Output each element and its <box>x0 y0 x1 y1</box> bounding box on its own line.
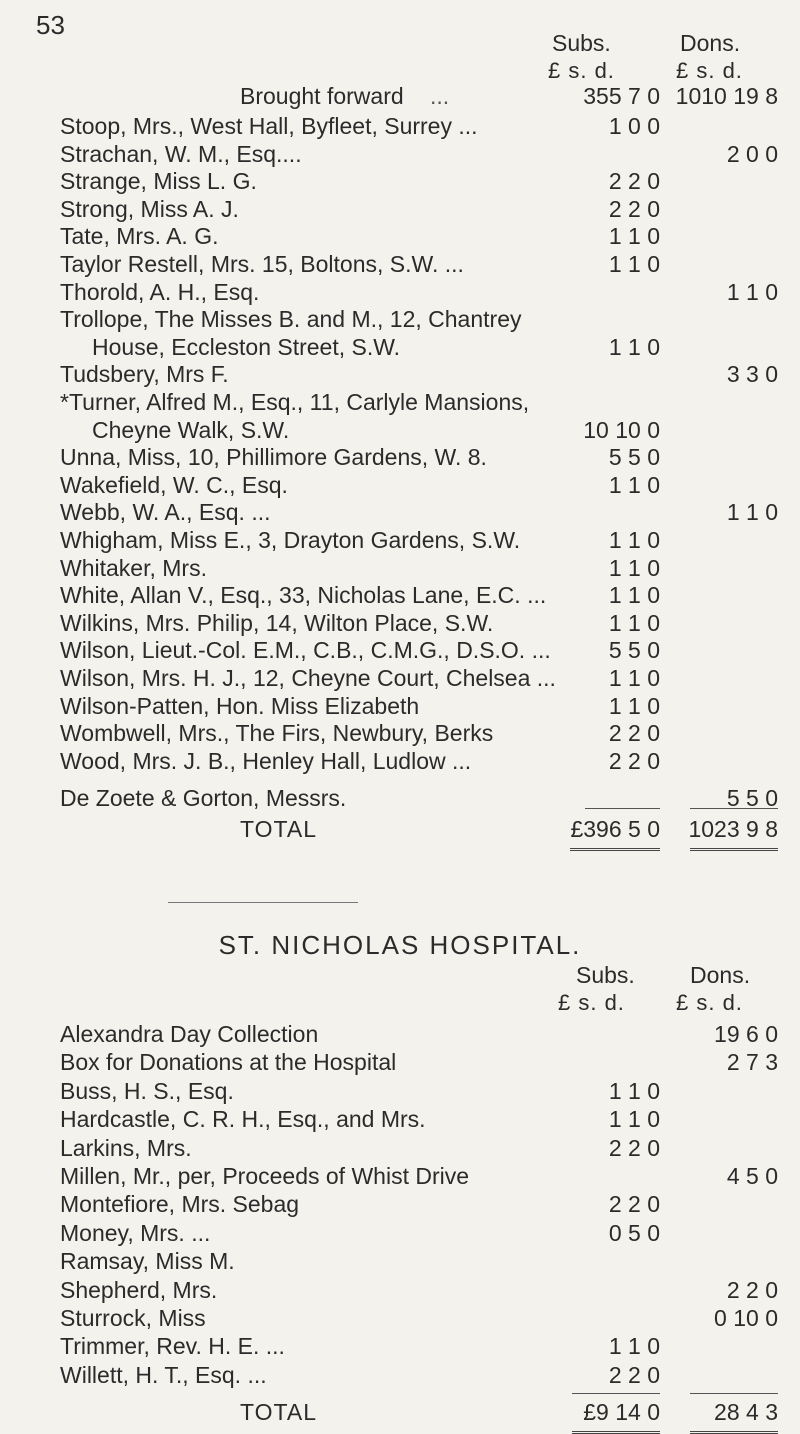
list-item <box>0 112 800 140</box>
brought-forward-label: Brought forward <box>240 83 404 109</box>
list-item <box>0 784 800 812</box>
total-subs-2: £9 14 0 <box>583 1399 660 1426</box>
list-item <box>0 1048 800 1076</box>
subscriber-name: Strange, Miss L. G. <box>60 168 257 195</box>
total-dons-2: 28 4 3 <box>714 1399 778 1426</box>
list-item <box>0 1247 800 1275</box>
subs-amount: 1 1 0 <box>608 1333 660 1360</box>
subs-amount: 1 1 0 <box>608 1077 660 1104</box>
list-item <box>0 554 800 582</box>
subscriber-name: Wilkins, Mrs. Philip, 14, Wilton Place, S.W. <box>60 609 494 636</box>
subscriber-name: Wombwell, Mrs., The Firs, Newbury, Berks <box>60 720 494 747</box>
list-item <box>0 719 800 747</box>
donor-name: Trimmer, Rev. H. E. ... <box>60 1333 285 1360</box>
subs-amount: 1 1 0 <box>608 609 660 636</box>
subscriber-name: Strong, Miss A. J. <box>60 195 239 222</box>
donor-name: Millen, Mr., per, Proceeds of Whist Drive <box>60 1163 470 1189</box>
page-number: 53 <box>36 10 65 40</box>
subs-amount: 2 2 0 <box>608 747 660 774</box>
list-item <box>0 609 800 637</box>
donor-name: Alexandra Day Collection <box>60 1021 319 1047</box>
subs-amount: 1 1 0 <box>608 223 660 250</box>
dons-column-heading: Dons. <box>680 30 741 56</box>
list-item <box>0 167 800 195</box>
dons-unit-heading: £ s. d. <box>676 58 743 83</box>
subs-amount: 2 2 0 <box>608 1191 660 1218</box>
list-item <box>0 747 800 775</box>
donor-name: Buss, H. S., Esq. <box>60 1077 234 1104</box>
dons-unit-heading-2: £ s. d. <box>676 990 743 1015</box>
subs-unit-heading-2: £ s. d. <box>558 990 625 1015</box>
brought-forward-row <box>0 82 800 110</box>
donor-name: Larkins, Mrs. <box>60 1134 192 1161</box>
list-item <box>0 222 800 250</box>
subscriber-name: Strachan, W. M., Esq.... <box>60 140 302 167</box>
subs-total-double-rule <box>570 848 660 851</box>
brought-forward-dots: ... <box>430 83 450 109</box>
donor-name: Money, Mrs. ... <box>60 1219 211 1246</box>
subscriber-name: Thorold, A. H., Esq. <box>60 278 260 305</box>
subscriber-name: Unna, Miss, 10, Phillimore Gardens, W. 8. <box>60 444 487 471</box>
dons-total-rule <box>690 808 778 809</box>
subs-amount: 5 5 0 <box>608 444 660 471</box>
donor-name: Hardcastle, C. R. H., Esq., and Mrs. <box>60 1106 426 1133</box>
list-item <box>0 1332 800 1360</box>
list-item <box>0 1134 800 1162</box>
list-item <box>0 250 800 278</box>
brought-forward-dons: 1010 19 8 <box>675 83 778 109</box>
subscriber-name: Wilson, Lieut.-Col. E.M., C.B., C.M.G., D.S.O. ... <box>60 637 551 664</box>
list-item <box>0 305 800 333</box>
list-item <box>0 1304 800 1332</box>
list-item <box>0 1276 800 1304</box>
list-item <box>0 692 800 720</box>
dons-amount: 4 5 0 <box>726 1163 778 1189</box>
dons-amount: 2 0 0 <box>726 140 778 167</box>
list-item <box>0 1162 800 1190</box>
subs-amount: 1 1 0 <box>608 665 660 691</box>
list-item <box>0 581 800 609</box>
subscriber-name: *Turner, Alfred M., Esq., 11, Carlyle Mansions, <box>60 389 530 415</box>
total-label: TOTAL <box>240 816 317 842</box>
donor-name: Montefiore, Mrs. Sebag <box>60 1191 300 1218</box>
subscriber-name: Trollope, The Misses B. and M., 12, Chantrey <box>60 306 522 333</box>
donor-name: Shepherd, Mrs. <box>60 1276 218 1303</box>
subs-total-rule <box>585 808 660 809</box>
subscriber-name: White, Allan V., Esq., 33, Nicholas Lane, E.C. ... <box>60 582 547 609</box>
donor-name: Willett, H. T., Esq. ... <box>60 1361 267 1388</box>
list-item <box>0 1190 800 1218</box>
total-label-2: TOTAL <box>240 1399 317 1426</box>
list-item <box>0 1020 800 1048</box>
list-item <box>0 1361 800 1389</box>
subscriber-name: House, Eccleston Street, S.W. <box>92 333 401 360</box>
subs-column-heading: Subs. <box>552 30 611 56</box>
dons-amount: 1 1 0 <box>726 278 778 305</box>
subs-amount: 1 1 0 <box>608 1106 660 1133</box>
dons-column-heading-2: Dons. <box>690 962 751 988</box>
subs-amount: 1 1 0 <box>608 333 660 360</box>
dons-amount: 2 2 0 <box>726 1276 778 1303</box>
subscriber-name: Whitaker, Mrs. <box>60 554 207 581</box>
subs-amount: 1 1 0 <box>608 554 660 581</box>
subscriber-name: Wakefield, W. C., Esq. <box>60 471 288 498</box>
subs-total-rule-2 <box>572 1393 660 1394</box>
dons-amount: 19 6 0 <box>714 1021 778 1047</box>
subs-amount: 1 1 0 <box>608 582 660 609</box>
list-item <box>0 1077 800 1105</box>
list-item <box>0 636 800 664</box>
subscriber-name: Whigham, Miss E., 3, Drayton Gardens, S.W. <box>60 527 521 553</box>
list-item <box>0 195 800 223</box>
subs-amount: 2 2 0 <box>608 168 660 195</box>
dons-amount: 5 5 0 <box>726 785 778 812</box>
dons-total-double-rule <box>690 848 778 851</box>
donor-name: Box for Donations at the Hospital <box>60 1049 397 1076</box>
list-item <box>0 443 800 471</box>
subs-column-heading-2: Subs. <box>576 962 635 988</box>
list-item <box>0 416 800 444</box>
list-item <box>0 664 800 692</box>
dons-amount: 2 7 3 <box>726 1049 778 1076</box>
subscriber-name: Taylor Restell, Mrs. 15, Boltons, S.W. ... <box>60 251 464 277</box>
subs-amount: 0 5 0 <box>608 1219 660 1246</box>
subs-amount: 1 1 0 <box>608 251 660 277</box>
subscriber-name: Tate, Mrs. A. G. <box>60 223 219 250</box>
dons-amount: 1 1 0 <box>726 499 778 526</box>
list-item <box>0 140 800 168</box>
subscriber-name: Wilson, Mrs. H. J., 12, Cheyne Court, Chelsea ... <box>60 665 556 691</box>
subscriber-name: De Zoete & Gorton, Messrs. <box>60 785 347 812</box>
list-item <box>0 1219 800 1247</box>
subs-unit-heading: £ s. d. <box>548 58 615 83</box>
subs-amount: 2 2 0 <box>608 720 660 747</box>
total-subs: £396 5 0 <box>570 816 660 842</box>
subs-amount: 1 0 0 <box>608 113 660 139</box>
subs-amount: 5 5 0 <box>608 637 660 664</box>
subs-amount: 1 1 0 <box>608 692 660 719</box>
dons-amount: 0 10 0 <box>714 1305 778 1331</box>
subscriber-name: Tudsbery, Mrs F. <box>60 361 229 388</box>
subscriber-name: Wood, Mrs. J. B., Henley Hall, Ludlow ... <box>60 747 472 774</box>
list-item <box>0 526 800 554</box>
subscriber-name: Wilson-Patten, Hon. Miss Elizabeth <box>60 692 420 719</box>
donor-name: Sturrock, Miss <box>60 1305 206 1331</box>
subscriber-name: Webb, W. A., Esq. ... <box>60 499 271 526</box>
section-title: ST. NICHOLAS HOSPITAL. <box>218 930 582 960</box>
section-divider <box>168 902 358 903</box>
subs-amount: 2 2 0 <box>608 195 660 222</box>
subs-amount: 2 2 0 <box>608 1361 660 1388</box>
subs-amount: 1 1 0 <box>608 471 660 498</box>
dons-total-rule-2 <box>690 1393 778 1394</box>
total-dons: 1023 9 8 <box>688 816 778 842</box>
donor-name: Ramsay, Miss M. <box>60 1248 235 1275</box>
dons-amount: 3 3 0 <box>726 361 778 388</box>
list-item <box>0 278 800 306</box>
subs-amount: 1 1 0 <box>608 527 660 553</box>
subscriber-name: Stoop, Mrs., West Hall, Byfleet, Surrey ... <box>60 113 478 139</box>
brought-forward-subs: 355 7 0 <box>583 83 660 109</box>
list-item <box>0 498 800 526</box>
list-item <box>0 360 800 388</box>
list-item <box>0 1105 800 1133</box>
subs-amount: 10 10 0 <box>583 416 660 443</box>
list-item <box>0 333 800 361</box>
list-item <box>0 388 800 416</box>
list-item <box>0 471 800 499</box>
subscriber-name: Cheyne Walk, S.W. <box>92 416 290 443</box>
subs-amount: 2 2 0 <box>608 1134 660 1161</box>
